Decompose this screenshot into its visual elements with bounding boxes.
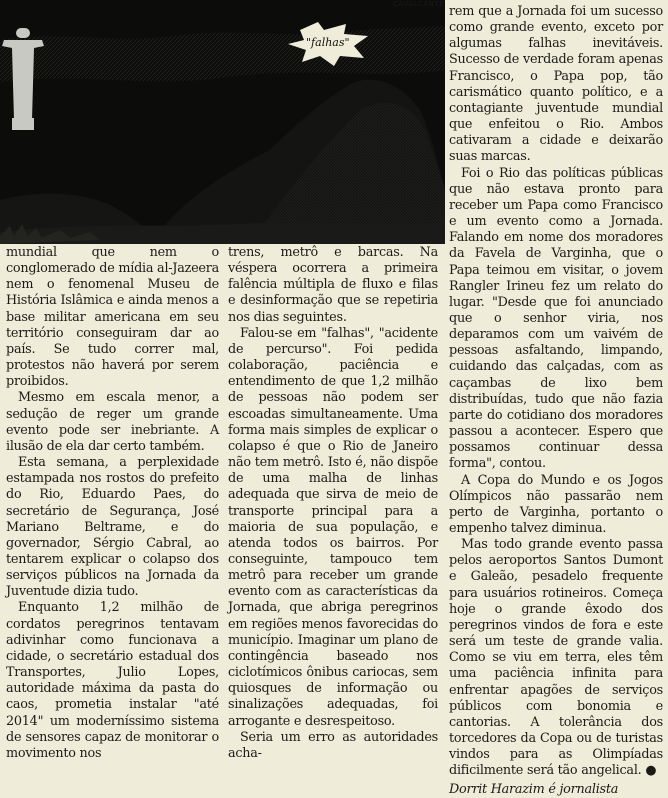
paragraph: trens, metrô e barcas. Na véspera ocorrera a primeira falência múltipla de fluxo e filas e desinformação que se repetiria nos dias seguintes. [228, 245, 438, 325]
end-mark-icon: ● [645, 763, 657, 779]
article-column-3 [449, 4, 663, 798]
paragraph: mundial que nem o conglomerado de mídia al-Jazeera nem o fenomenal Museu de História Islâmica e ainda menos a base militar americana em seu território conseguiram dar ao país. Se tudo correr mal, protestos não haverá por serem proibidos. [6, 245, 220, 390]
speech-bubble-text: "falhas" [306, 36, 350, 49]
paragraph: A Copa do Mundo e os Jogos Olímpicos não passarão nem perto de Varginha, portanto o empenho talvez diminua. [449, 472, 663, 536]
paragraph: Mesmo em escala menor, a sedução de reger um grande evento pode ser inebriante. A ilusão de ela dar certo também. [6, 390, 219, 454]
paragraph: Falou-se em "falhas", "acidente de percurso". Foi pedida colaboração, paciência e entendimento de que 1,2 milhão de pessoas não podem ser escoadas simultaneamente. Uma forma mais simples de explicar o colapso é que o Rio de Janeiro não tem metrô. Isto é, não dispõe de uma malha de linhas adequada que sirva de meio de transporte principal para a maioria de sua população, e atenda todos os bairros. Por conseguinte, tampouco tem metrô para receber um grande evento com as características da Jornada, que abriga peregrinos em regiões menos favorecidas do município. Imaginar um plano de contingência baseado nos ciclotímicos ônibus cariocas, sem quiosques de informação ou sinalizações adequadas, foi arrogante e desrespeitoso. [228, 325, 438, 729]
paragraph: Seria um erro as autoridades acha- [228, 729, 438, 761]
author-byline: Dorrit Harazim é jornalista [449, 781, 619, 797]
paragraph-last-text: Mas todo grande evento passa pelos aeroportos Santos Dumont e Galeão, pesadelo frequente para usuários rotineiros. Começa hoje o grande êxodo dos peregrinos vindos de fora e este será um teste de grande valia. Como se viu em terra, eles têm uma paciência infinita para enfrentar apagões de serviços públicos com bonomia e cantorias. A tolerância dos torcedores da Copa ou de turistas vindos para as Olimpíadas dificilmente será tão angelical. [449, 537, 663, 779]
article-column-1 [6, 245, 219, 762]
paragraph: rem que a Jornada foi um sucesso como grande evento, exceto por algumas falhas inevitáveis. Sucesso de verdade foram apenas Francisco, o Papa pop, tão carismático quanto político, e a contagiante juventude mundial que enfeitou o Rio. Ambos cativaram a cidade e deixarão suas marcas. [449, 4, 663, 165]
paragraph: Esta semana, a perplexidade estampada nos rostos do prefeito do Rio, Eduardo Paes, do secretário de Segurança, José Mariano Beltrame, e do governador, Sérgio Cabral, ao tentarem explicar o colapso dos serviços públicos na Jornada da Juventude dizia tudo. [6, 455, 219, 600]
article-column-2 [228, 245, 438, 762]
illustration-credit: CAVALCANTE [393, 0, 444, 8]
paragraph: Foi o Rio das políticas públicas que não estava pronto para receber um Papa como Francisco e um evento como a Jornada. Falando em nome dos moradores da Favela de Varginha, que o Papa teimou em visitar, o jovem Rangler Irineu fez um relato do lugar. "Desde que foi anunciado que o senhor viria, nos deparamos com um vaivém de pessoas asfaltando, limpando, cuidando das calçadas, com as caçambas de lixo bem distribuídas, tudo que não fazia parte do cotidiano dos moradores passou a acontecer. Espero que possamos continuar dessa forma", contou. [449, 165, 663, 472]
illustration [0, 0, 445, 244]
christ-redeemer-drawing [0, 0, 445, 244]
paragraph: Enquanto 1,2 milhão de cordatos peregrinos tentavam adivinhar como funcionava a cidade, o secretário estadual dos Transportes, Julio Lopes, autoridade máxima da pasta do caos, prometia instalar "até 2014" um moderníssimo sistema de sensores capaz de monitorar o movimento nos [6, 600, 219, 761]
paragraph-last [449, 537, 663, 779]
